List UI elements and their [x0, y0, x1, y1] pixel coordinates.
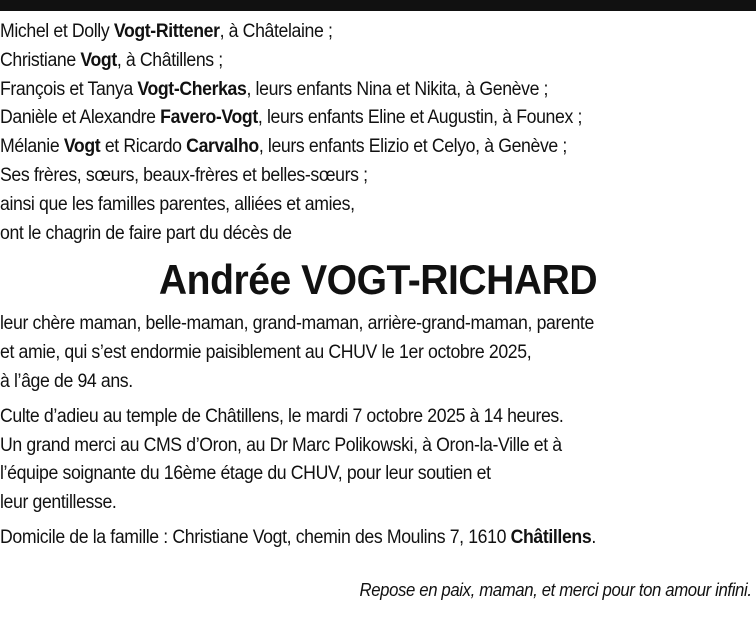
service-line: l’équipe soignante du 16ème étage du CHUV, pour leur soutien et	[0, 463, 491, 485]
family-line: François et Tanya Vogt-Cherkas, leurs enfants Nina et Nikita, à Genève ;	[0, 78, 549, 100]
family-line: Michel et Dolly Vogt-Rittener, à Châtelaine ;	[0, 21, 333, 42]
description-line: leur chère maman, belle-maman, grand-maman, arrière-grand-maman, parente	[0, 313, 594, 335]
family-line: Christiane Vogt, à Châtillens ;	[0, 49, 223, 71]
domicile-line: Domicile de la famille : Christiane Vogt, chemin des Moulins 7, 1610 Châtillens.	[0, 526, 596, 548]
service-line: leur gentillesse.	[0, 492, 117, 514]
deceased-name: Andrée VOGT-RICHARD	[158, 256, 598, 304]
description-line: et amie, qui s’est endormie paisiblement au CHUV le 1er octobre 2025,	[0, 342, 532, 364]
family-line: Danièle et Alexandre Favero-Vogt, leurs enfants Eline et Augustin, à Founex ;	[0, 107, 582, 129]
families-line: ainsi que les familles parentes, alliées et amies,	[0, 193, 355, 215]
obituary-notice	[0, 18, 703, 553]
announcement-line: ont le chagrin de faire part du décès de	[0, 222, 292, 244]
family-line: Mélanie Vogt et Ricardo Carvalho, leurs enfants Elizio et Celyo, à Genève ;	[0, 136, 567, 158]
closing-message: Repose en paix, maman, et merci pour ton amour infini.	[359, 580, 752, 600]
relatives-line: Ses frères, sœurs, beaux-frères et belles-sœurs ;	[0, 164, 368, 186]
service-line: Culte d’adieu au temple de Châtillens, le mardi 7 octobre 2025 à 14 heures.	[0, 405, 564, 427]
top-border-bar	[0, 0, 756, 11]
service-line: Un grand merci au CMS d’Oron, au Dr Marc Polikowski, à Oron-la-Ville et à	[0, 434, 562, 456]
description-line: à l’âge de 94 ans.	[0, 370, 133, 392]
